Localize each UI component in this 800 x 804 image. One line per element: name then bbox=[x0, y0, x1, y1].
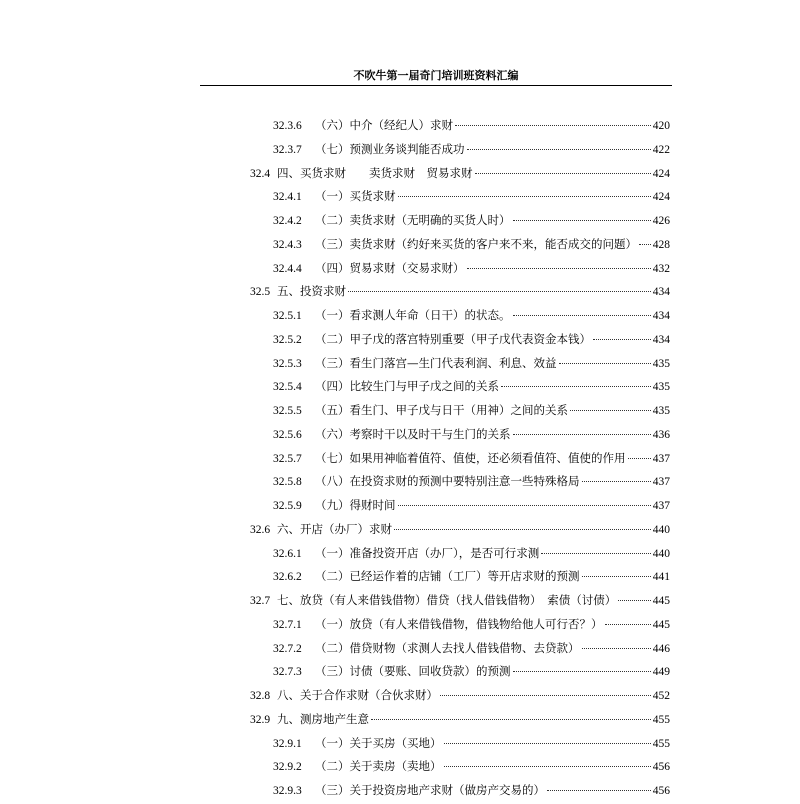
toc-entry-title: （七）预测业务谈判能否成功 bbox=[315, 141, 465, 156]
toc-entry-number: 32.4.1 bbox=[273, 191, 302, 204]
toc-entry-page: 437 bbox=[652, 452, 670, 465]
toc-entry-title: （二）已经运作着的店铺（工厂）等开店求财的预测 bbox=[315, 569, 580, 584]
toc-entry[interactable] bbox=[0, 209, 800, 233]
toc-entry-number: 32.5.3 bbox=[273, 357, 302, 370]
toc-entry[interactable] bbox=[0, 447, 800, 471]
toc-entry-page: 426 bbox=[652, 215, 670, 227]
toc-entry[interactable] bbox=[0, 755, 800, 779]
toc-entry[interactable] bbox=[0, 280, 800, 304]
toc-entry[interactable] bbox=[0, 423, 800, 447]
toc-entry-page: 445 bbox=[652, 595, 670, 607]
toc-entry-page: 455 bbox=[652, 713, 670, 726]
toc-entry-number: 32.9.3 bbox=[273, 785, 302, 797]
toc-entry-title: （三）看生门落宫—生门代表利润、利息、效益 bbox=[315, 355, 557, 370]
toc-entry-title: （三）卖货求财（约好来买货的客户来不来，能否成交的问题） bbox=[315, 236, 637, 251]
dot-leader bbox=[628, 458, 651, 459]
toc-entry-number: 32.5.9 bbox=[273, 500, 302, 512]
toc-entry-title: （一）准备投资开店（办厂），是否可行求测 bbox=[315, 545, 540, 560]
toc-entry-number: 32.9 bbox=[250, 713, 271, 726]
toc-entry-page: 437 bbox=[652, 476, 670, 489]
toc-entry-title: （四）比较生门与甲子戊之间的关系 bbox=[315, 379, 499, 394]
table-of-contents bbox=[0, 114, 800, 803]
toc-entry-page: 446 bbox=[652, 642, 670, 655]
toc-entry[interactable] bbox=[0, 257, 800, 281]
toc-entry-title: （六）考察时干以及时干与生门的关系 bbox=[315, 426, 511, 441]
dot-leader bbox=[455, 125, 651, 126]
toc-entry-number: 32.6.2 bbox=[273, 571, 302, 584]
toc-entry-page: 435 bbox=[652, 357, 670, 370]
dot-leader bbox=[547, 790, 651, 791]
dot-leader bbox=[440, 695, 651, 696]
toc-entry[interactable] bbox=[0, 684, 800, 708]
toc-entry-number: 32.4.2 bbox=[273, 215, 302, 227]
toc-entry[interactable] bbox=[0, 328, 800, 352]
toc-entry-title: 四、买货求财 卖货求财 贸易求财 bbox=[277, 165, 473, 180]
toc-entry-number: 32.4.3 bbox=[273, 238, 302, 251]
toc-entry-title: （一）看求测人年命（日干）的状态。 bbox=[315, 308, 511, 322]
dot-leader bbox=[467, 149, 651, 150]
dot-leader bbox=[371, 719, 651, 720]
toc-entry-title: （一）放贷（有人来借钱借物，借钱物给他人可行否？） bbox=[315, 616, 603, 631]
toc-entry-title: （三）关于投资房地产求财（做房产交易的） bbox=[315, 783, 545, 797]
toc-entry-number: 32.8 bbox=[250, 690, 271, 702]
dot-leader bbox=[513, 434, 651, 435]
dot-leader bbox=[394, 529, 651, 530]
toc-entry[interactable] bbox=[0, 518, 800, 542]
toc-entry[interactable] bbox=[0, 589, 800, 613]
toc-entry-page: 455 bbox=[652, 737, 670, 750]
toc-entry[interactable] bbox=[0, 399, 800, 423]
dot-leader bbox=[541, 553, 651, 554]
toc-entry-number: 32.9.2 bbox=[273, 761, 302, 774]
toc-entry[interactable] bbox=[0, 613, 800, 637]
toc-entry-number: 32.7 bbox=[250, 595, 271, 607]
toc-entry-title: （七）如果用神临着值符、值使，还必须看值符、值使的作用 bbox=[315, 450, 626, 465]
dot-leader bbox=[618, 600, 651, 601]
toc-entry-page: 435 bbox=[652, 405, 670, 417]
toc-entry-number: 32.4.4 bbox=[273, 262, 302, 275]
toc-entry-page: 436 bbox=[652, 428, 670, 441]
toc-entry-page: 424 bbox=[652, 167, 670, 180]
toc-entry-title: （二）甲子戊的落宫特别重要（甲子戊代表资金本钱） bbox=[315, 331, 591, 346]
dot-leader bbox=[398, 196, 651, 197]
dot-leader bbox=[444, 743, 651, 744]
dot-leader bbox=[582, 648, 651, 649]
toc-entry-number: 32.3.7 bbox=[273, 143, 302, 156]
toc-entry[interactable] bbox=[0, 352, 800, 376]
toc-entry-title: （三）讨债（要账、回收贷款）的预测 bbox=[315, 664, 511, 679]
toc-entry-title: （四）贸易求财（交易求财） bbox=[315, 260, 465, 275]
dot-leader bbox=[593, 339, 651, 340]
toc-entry[interactable] bbox=[0, 162, 800, 186]
toc-entry-page: 441 bbox=[652, 571, 670, 584]
dot-leader bbox=[582, 481, 651, 482]
dot-leader bbox=[513, 671, 651, 672]
toc-entry[interactable] bbox=[0, 565, 800, 589]
toc-entry-title: （二）卖货求财（无明确的买货人时） bbox=[315, 213, 511, 227]
toc-entry[interactable] bbox=[0, 660, 800, 684]
toc-entry-title: （一）关于买房（买地） bbox=[315, 735, 442, 750]
toc-entry-page: 435 bbox=[652, 381, 670, 394]
toc-entry-page: 456 bbox=[652, 761, 670, 774]
toc-entry-page: 434 bbox=[652, 333, 670, 346]
toc-entry[interactable] bbox=[0, 470, 800, 494]
toc-entry-title: （一）买货求财 bbox=[315, 189, 396, 204]
toc-entry-page: 434 bbox=[652, 286, 670, 299]
dot-leader bbox=[501, 386, 651, 387]
toc-entry-title: 七、放贷（有人来借钱借物）借贷（找人借钱借物） 索债（讨债） bbox=[277, 593, 617, 607]
toc-entry-number: 32.7.2 bbox=[273, 642, 302, 655]
toc-entry-page: 434 bbox=[652, 310, 670, 322]
page-header-title: 不吹牛第一届奇门培训班资料汇编 bbox=[353, 69, 519, 82]
toc-entry-title: （二）借贷财物（求测人去找人借钱借物、去贷款） bbox=[315, 640, 580, 655]
dot-leader bbox=[639, 244, 651, 245]
toc-entry[interactable] bbox=[0, 375, 800, 399]
header-rule bbox=[200, 85, 672, 86]
toc-entry-number: 32.5.5 bbox=[273, 405, 302, 417]
toc-entry-page: 424 bbox=[652, 191, 670, 204]
toc-entry-number: 32.4 bbox=[250, 167, 271, 180]
toc-entry-title: 六、开店（办厂）求财 bbox=[277, 521, 392, 536]
toc-entry-page: 440 bbox=[652, 547, 670, 560]
toc-entry-page: 420 bbox=[652, 120, 670, 132]
toc-entry[interactable] bbox=[0, 732, 800, 756]
toc-entry-title: （二）关于卖房（卖地） bbox=[315, 759, 442, 774]
dot-leader bbox=[348, 291, 651, 292]
toc-entry-page: 437 bbox=[652, 500, 670, 512]
toc-entry-page: 449 bbox=[652, 666, 670, 679]
dot-leader bbox=[559, 363, 651, 364]
toc-entry-title: （九）得财时间 bbox=[315, 498, 396, 512]
toc-entry-title: 九、测房地产生意 bbox=[277, 711, 369, 726]
dot-leader bbox=[605, 624, 651, 625]
toc-entry[interactable] bbox=[0, 708, 800, 732]
dot-leader bbox=[475, 173, 651, 174]
dot-leader bbox=[513, 315, 651, 316]
toc-entry[interactable] bbox=[0, 185, 800, 209]
toc-entry-page: 445 bbox=[652, 618, 670, 631]
dot-leader bbox=[467, 268, 651, 269]
toc-entry-number: 32.7.3 bbox=[273, 666, 302, 679]
dot-leader bbox=[513, 220, 651, 221]
toc-entry-title: （五）看生门、甲子戊与日干（用神）之间的关系 bbox=[315, 403, 568, 417]
toc-entry-title: 八、关于合作求财（合伙求财） bbox=[277, 688, 438, 702]
toc-entry[interactable] bbox=[0, 637, 800, 661]
toc-entry-number: 32.5.1 bbox=[273, 310, 302, 322]
dot-leader bbox=[398, 505, 651, 506]
toc-entry-number: 32.9.1 bbox=[273, 737, 302, 750]
toc-entry-number: 32.5.2 bbox=[273, 333, 302, 346]
toc-entry-title: （八）在投资求财的预测中要特别注意一些特殊格局 bbox=[315, 474, 580, 489]
dot-leader bbox=[570, 410, 651, 411]
toc-entry[interactable] bbox=[0, 138, 800, 162]
toc-entry-number: 32.5.4 bbox=[273, 381, 302, 394]
toc-entry-page: 456 bbox=[652, 785, 670, 797]
toc-entry[interactable] bbox=[0, 233, 800, 257]
toc-entry-number: 32.5.6 bbox=[273, 428, 302, 441]
toc-entry[interactable] bbox=[0, 304, 800, 328]
dot-leader bbox=[444, 766, 651, 767]
toc-entry-number: 32.7.1 bbox=[273, 618, 302, 631]
dot-leader bbox=[582, 576, 651, 577]
toc-entry-number: 32.6.1 bbox=[273, 547, 302, 560]
toc-entry-number: 32.5 bbox=[250, 286, 271, 299]
toc-entry-number: 32.6 bbox=[250, 523, 271, 536]
toc-entry[interactable] bbox=[0, 779, 800, 803]
toc-entry[interactable] bbox=[0, 542, 800, 566]
toc-entry-page: 428 bbox=[652, 238, 670, 251]
toc-entry-number: 32.5.7 bbox=[273, 452, 302, 465]
toc-entry[interactable] bbox=[0, 114, 800, 138]
toc-entry[interactable] bbox=[0, 494, 800, 518]
toc-entry-page: 440 bbox=[652, 523, 670, 536]
toc-entry-title: （六）中介（经纪人）求财 bbox=[315, 118, 453, 132]
toc-entry-page: 452 bbox=[652, 690, 670, 702]
toc-entry-number: 32.3.6 bbox=[273, 120, 302, 132]
toc-entry-title: 五、投资求财 bbox=[277, 284, 346, 299]
toc-entry-page: 422 bbox=[652, 143, 670, 156]
toc-entry-page: 432 bbox=[652, 262, 670, 275]
toc-entry-number: 32.5.8 bbox=[273, 476, 302, 489]
